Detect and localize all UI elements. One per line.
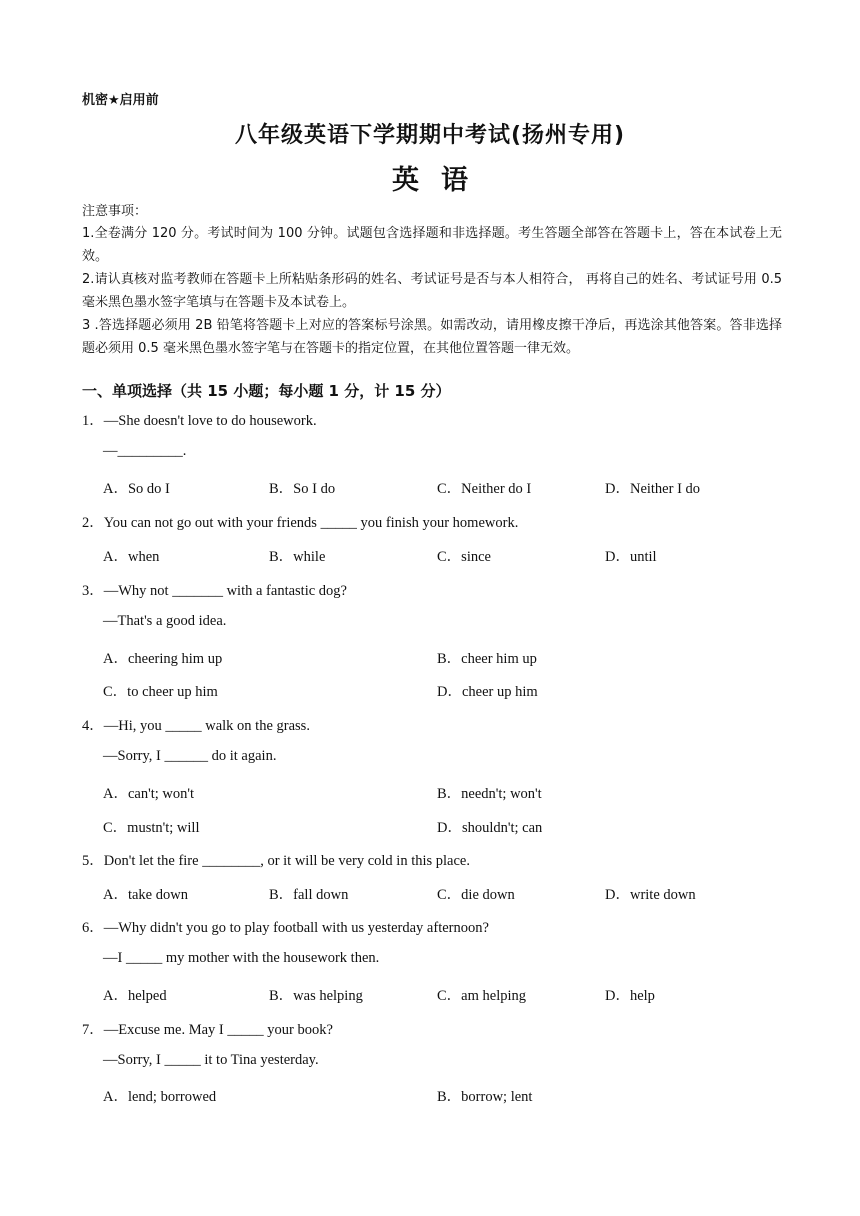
option-c: C．to cheer up him xyxy=(103,684,218,700)
option-c: C．am helping xyxy=(437,988,527,1004)
option-d: D．help xyxy=(605,988,655,1004)
option-b: B．fall down xyxy=(269,887,349,903)
option-b: B．So I do xyxy=(269,481,336,497)
option-b: B．needn't; won't xyxy=(437,786,542,802)
option-c: C．mustn't; will xyxy=(103,820,200,836)
notes-heading: 注意事项： xyxy=(82,204,148,219)
option-b: B．while xyxy=(269,549,326,565)
option-d: D．until xyxy=(605,549,657,565)
option-a: A．So do I xyxy=(103,481,170,497)
question-stem: 6．—Why didn't you go to play football with us yesterday afternoon? xyxy=(82,920,489,936)
option-b: B．borrow; lent xyxy=(437,1089,533,1105)
question-line: —I _____ my mother with the housework then. xyxy=(103,950,380,966)
option-c: C．Neither do I xyxy=(437,481,532,497)
question-stem: 2．You can not go out with your friends _____ you finish your homework. xyxy=(82,515,519,531)
option-c: C．since xyxy=(437,549,491,565)
option-a: A．when xyxy=(103,549,160,565)
question-line: —That's a good idea. xyxy=(103,613,227,629)
question-line: —Sorry, I _____ it to Tina yesterday. xyxy=(103,1052,319,1068)
option-a: A．helped xyxy=(103,988,167,1004)
exam-title: 八年级英语下学期期中考试(扬州专用) xyxy=(234,123,626,148)
option-b: B．cheer him up xyxy=(437,651,537,667)
question-stem: 1．—She doesn't love to do housework. xyxy=(82,413,317,429)
subject-title: 英语 xyxy=(392,165,490,196)
question-line: —Sorry, I ______ do it again. xyxy=(103,748,277,764)
option-b: B．was helping xyxy=(269,988,363,1004)
option-d: D．shouldn't; can xyxy=(437,820,543,836)
question-stem: 7．—Excuse me. May I _____ your book? xyxy=(82,1022,333,1038)
option-d: D．write down xyxy=(605,887,696,903)
question-line: —_________. xyxy=(103,443,187,459)
option-d: D．Neither I do xyxy=(605,481,701,497)
section-title: 一、单项选择（共 15 小题；每小题 1 分，计 15 分） xyxy=(82,382,451,400)
option-a: A．lend; borrowed xyxy=(103,1089,217,1105)
option-a: A．take down xyxy=(103,887,188,903)
question-stem: 3．—Why not _______ with a fantastic dog? xyxy=(82,583,347,599)
note-item: 1.全卷满分 120 分。考试时间为 100 分钟。试题包含选择题和非选择题。考生答题全部答在答题卡上，答在本试卷上无效。 xyxy=(82,226,782,264)
secret-mark: 机密★启用前 xyxy=(82,93,159,108)
option-a: A．can't; won't xyxy=(103,786,195,802)
option-c: C．die down xyxy=(437,887,515,903)
note-item: 2.请认真核对监考教师在答题卡上所粘贴条形码的姓名、考试证号是否与本人相符合， 再将自己的姓名、考试证号用 0.5 毫米黑色墨水签字笔填与在答题卡及本试卷上。 xyxy=(82,272,782,310)
question-stem: 5．Don't let the fire ________, or it will be very cold in this place. xyxy=(82,853,470,869)
note-item: 3 .答选择题必须用 2B 铅笔将答题卡上对应的答案标号涂黑。如需改动，请用橡皮擦干净后，再选涂其他答案。答非选择题必须用 0.5 毫米黑色墨水签字笔与在答题卡的指定位置，在其他位置答题一律无效。 xyxy=(82,318,782,356)
question-stem: 4．—Hi, you _____ walk on the grass. xyxy=(82,718,310,734)
option-d: D．cheer up him xyxy=(437,684,538,700)
option-a: A．cheering him up xyxy=(103,651,223,667)
